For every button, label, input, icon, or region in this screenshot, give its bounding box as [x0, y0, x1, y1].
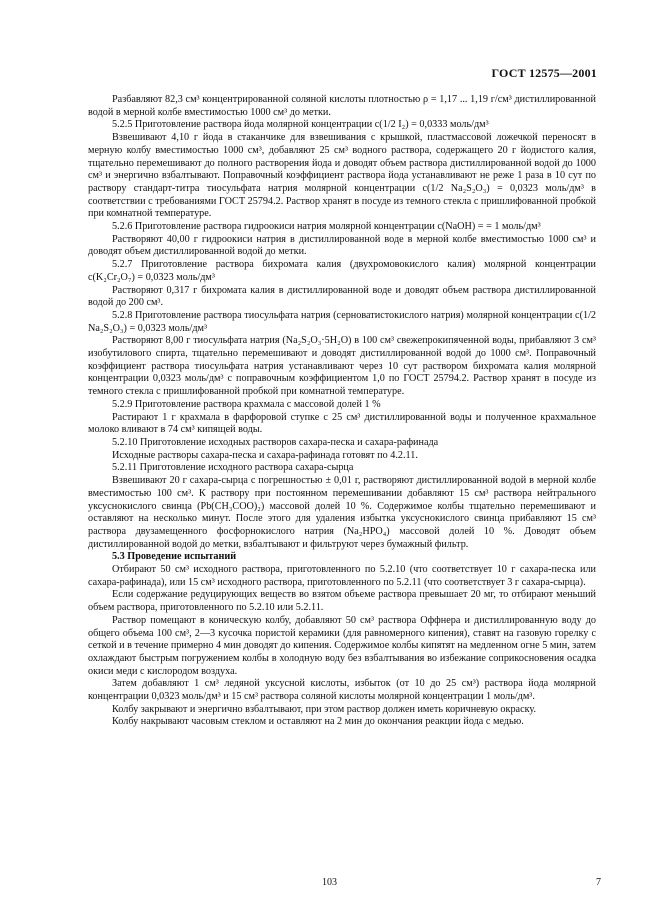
section-heading-5-3 [88, 551, 596, 564]
paragraph: Исходные растворы сахара-песка и сахара-рафинада готовят по 4.2.11. [112, 449, 418, 461]
paragraph: Растворяют 0,317 г бихромата калия в дистиллированной воде и доводят объем раствора дистиллированной водой до 200 см³. [88, 284, 596, 309]
section-heading-5-2-5: 5.2.5 Приготовление раствора йода молярной концентрации c(1/2 I₂) = 0,0333 моль/дм³ [112, 119, 489, 131]
footer-page-number: 103 [322, 877, 337, 888]
document-header: ГОСТ 12575—2001 [491, 66, 597, 80]
paragraph: Растворяют 8,00 г тиосульфата натрия (Na₂S₂O₃·5H₂O) в 100 см³ свежепрокипяченной воды, прибавляют 3 см³ изобутилового спирта, тщательно перемешивают и доводят дистиллированной водой до 1000 см³. Поправочный коэффициент раствора тиосульфата натрия устанавливают через 10 сут раствором бихромата калия молярной концентрации 0,0323 моль/дм³ с поправочным коэффициентом 1,0 по ГОСТ 25794.2. Раствор хранят в посуде из темного стекла с пришлифованной пробкой при комнатной температуре. [88, 335, 596, 398]
paragraph: Если содержание редуцирующих веществ во взятом объеме раствора превышает 20 мг, то отбирают меньший объем раствора, приготовленного по 5.2.10 или 5.2.11. [88, 589, 596, 614]
paragraph: Раствор помещают в коническую колбу, добавляют 50 см³ раствора Оффнера и дистиллированную воду до общего объема 100 см³, 2—3 кусочка пористой керамики (для равномерного кипения), ставят на газовую горелку с сеткой и в течение примерно 4 мин доводят до кипения. Содержимое колбы кипятят на медленном огне 5 мин, затем охлаждают быстрым погружением колбы в холодную воду без взбалтывания во избежание соприкосновения осадка окиси меди с кислородом воздуха. [88, 614, 596, 677]
paragraph: Колбу закрывают и энергично взбалтывают, при этом раствор должен иметь коричневую окраску. [112, 703, 537, 715]
section-heading-5-2-11: 5.2.11 Приготовление исходного раствора сахара-сырца [112, 462, 354, 474]
paragraph: Взвешивают 20 г сахара-сырца с погрешностью ± 0,01 г, растворяют дистиллированной водой в мерной колбе вместимостью 100 см³. К раствору при постоянном перемешивании добавляют 15 см³ раствора нейтрального уксуснокислого свинца (Pb(CH₃COO)₂) массовой долей 10 %. Содержимое колбы тщательно перемешивают и оставляют на несколько минут. После этого для удаления избытка уксуснокислого свинца прибавляют 15 см³ раствора двузамещенного фосфорнокислого натрия (Na₂HPO₄) массовой долей 10 %. Доводят объем дистиллированной водой до метки, взбалтывают и фильтруют через бумажный фильтр. [88, 475, 596, 550]
footer-sheet-number: 7 [596, 877, 601, 888]
paragraph: Растирают 1 г крахмала в фарфоровой ступке с 25 см³ дистиллированной воды и полученное крахмальное молоко вливают в 74 см³ кипящей воды. [88, 411, 596, 436]
section-heading-5-2-6: 5.2.6 Приготовление раствора гидроокиси натрия молярной концентрации c(NaOH) = = 1 моль/дм³ [112, 221, 541, 233]
paragraph: Отбирают 50 см³ исходного раствора, приготовленного по 5.2.10 (что соответствует 10 г сахара-песка или сахара-рафинада), или 15 см³ исходного раствора, приготовленного по 5.2.11 (что соответствует 3 г сахара-сырца). [88, 564, 596, 588]
paragraph: Разбавляют 82,3 см³ концентрированной соляной кислоты плотностью ρ = 1,17 ... 1,19 г/см³ дистиллированной водой в мерной колбе вместимостью 1000 см³ до метки. [88, 94, 596, 118]
section-heading-5-2-7: 5.2.7 Приготовление раствора бихромата калия (двухромовокислого калия) молярной концентрации c(K₂Cr₂O₇) = 0,0323 моль/дм³ [88, 259, 596, 283]
section-heading-5-2-9: 5.2.9 Приготовление раствора крахмала с массовой долей 1 % [112, 398, 381, 410]
document-body [88, 94, 596, 729]
section-heading-5-2-8: 5.2.8 Приготовление раствора тиосульфата натрия (серноватистокислого натрия) молярной концентрации c(1/2 Na₂S₂O₃) = 0,0323 моль/дм³ [88, 309, 596, 334]
section-heading-5-3-text: 5.3 Проведение испытаний [112, 551, 237, 563]
paragraph: Колбу накрывают часовым стеклом и оставляют на 2 мин до окончания реакции йода с медью. [112, 716, 524, 728]
paragraph: Затем добавляют 1 см³ ледяной уксусной кислоты, избыток (от 10 до 25 см³) раствора йода молярной концентрации 0,0323 моль/дм³ и 15 см³ раствора соляной кислоты молярной концентрации 1 моль/дм³. [88, 678, 596, 703]
section-heading-5-2-10: 5.2.10 Приготовление исходных растворов сахара-песка и сахара-рафинада [112, 436, 439, 448]
paragraph: Взвешивают 4,10 г йода в стаканчике для взвешивания с крышкой, пластмассовой ложечкой переносят в мерную колбу вместимостью 1000 см³, добавляют 25 см³ водного раствора, содержащего 20 г йодистого калия, тщательно перемешивают до полного растворения йода и доводят объем раствора дистиллированной водой до 1000 см³ и энергично взбалтывают. Поправочный коэффициент раствора йода устанавливают не реже 1 раза в 10 сут по раствору стандарт-титра тиосульфата натрия молярной концентрации c(1/2 Na₂S₂O₃) = 0,0323 моль/дм³ в соответствии с требованиями ГОСТ 25794.2. Раствор хранят в посуде из темного стекла с пришлифованной пробкой при комнатной температуре. [88, 132, 596, 220]
paragraph: Растворяют 40,00 г гидроокиси натрия в дистиллированной воде в мерной колбе вместимостью 1000 см³ и доводят объем дистиллированной водой до метки. [88, 233, 596, 258]
